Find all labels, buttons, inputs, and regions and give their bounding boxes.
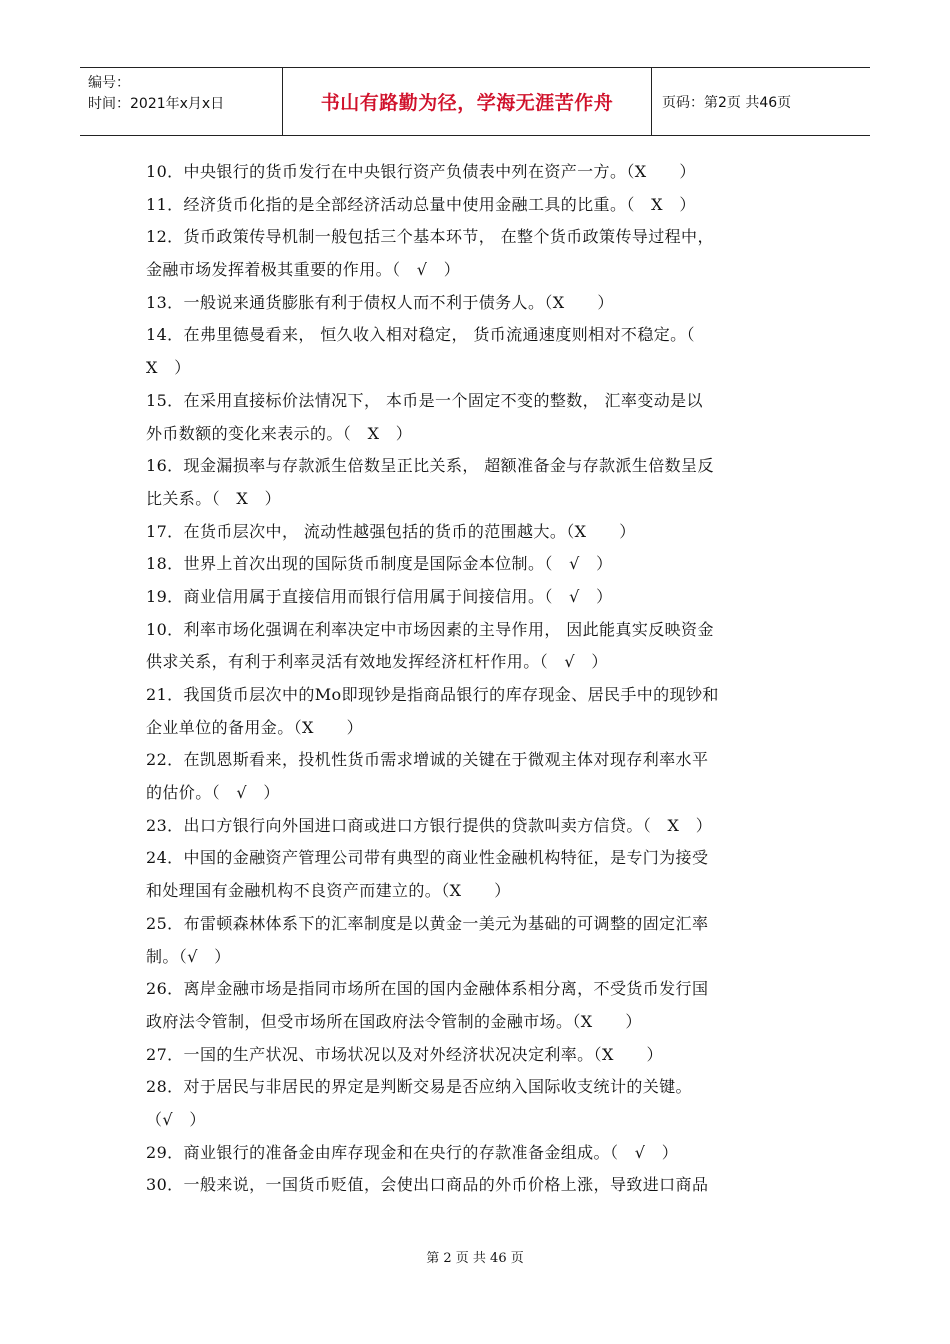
page-footer: 第 2 页 共 46 页 <box>426 1251 524 1266</box>
question-line: 17．在货币层次中， 流动性越强包括的货币的范围越大。（X ） <box>146 521 636 541</box>
question-line: 14．在弗里德曼看来， 恒久收入相对稳定， 货币流通速度则相对不稳定。（ <box>146 325 695 345</box>
question-line: 制。（√ ） <box>146 946 231 966</box>
question-line: X ） <box>146 358 191 378</box>
question-line: 11．经济货币化指的是全部经济活动总量中使用金融工具的比重。（ X ） <box>146 194 696 214</box>
page-header <box>80 67 870 136</box>
question-line: 12．货币政策传导机制一般包括三个基本环节， 在整个货币政策传导过程中， <box>146 227 714 247</box>
document-date: 时间：2021年x月x日 <box>88 96 225 112</box>
question-line: （√ ） <box>146 1109 206 1129</box>
question-line: 28．对于居民与非居民的界定是判断交易是否应纳入国际收支统计的关键。 <box>146 1077 692 1097</box>
question-line: 19．商业信用属于直接信用而银行信用属于间接信用。（ √ ） <box>146 586 613 606</box>
header-motto: 书山有路勤为径，学海无涯苦作舟 <box>283 68 652 135</box>
question-line: 的估价。（ √ ） <box>146 783 280 803</box>
question-line: 25．布雷顿森林体系下的汇率制度是以黄金一美元为基础的可调整的固定汇率 <box>146 913 709 933</box>
question-line: 供求关系，有利于利率灵活有效地发挥经济杠杆作用。（ √ ） <box>146 652 608 672</box>
question-list <box>146 156 814 1202</box>
question-line: 企业单位的备用金。（X ） <box>146 717 363 737</box>
question-line: 10．利率市场化强调在利率决定中市场因素的主导作用， 因此能真实反映资金 <box>146 619 714 639</box>
question-line: 金融市场发挥着极其重要的作用。（ √ ） <box>146 260 461 280</box>
question-line: 外币数额的变化来表示的。（ X ） <box>146 423 413 443</box>
question-line: 30．一般来说，一国货币贬值，会使出口商品的外币价格上涨，导致进口商品 <box>146 1175 709 1195</box>
header-meta <box>80 68 283 135</box>
question-line: 27．一国的生产状况、市场状况以及对外经济状况决定利率。（X ） <box>146 1044 663 1064</box>
document-number-label: 编号： <box>88 75 130 91</box>
header-page-info: 页码：第2页 共46页 <box>662 94 792 111</box>
question-line: 10．中央银行的货币发行在中央银行资产负债表中列在资产一方。（X ） <box>146 162 696 181</box>
question-line: 比关系。（ X ） <box>146 488 281 508</box>
question-line: 26．离岸金融市场是指同市场所在国的国内金融体系相分离，不受货币发行国 <box>146 979 709 999</box>
question-line: 22．在凯恩斯看来，投机性货币需求增诚的关键在于微观主体对现存利率水平 <box>146 750 709 770</box>
question-line: 政府法令管制，但受市场所在国政府法令管制的金融市场。（X ） <box>146 1011 642 1031</box>
question-line: 15．在采用直接标价法情况下， 本币是一个固定不变的整数， 汇率变动是以 <box>146 390 703 410</box>
question-line: 13．一般说来通货膨胀有利于债权人而不利于债务人。（X ） <box>146 292 614 312</box>
question-line: 29．商业银行的准备金由库存现金和在央行的存款准备金组成。（ √ ） <box>146 1142 679 1162</box>
question-line: 21．我国货币层次中的Mo即现钞是指商品银行的库存现金、居民手中的现钞和 <box>146 685 719 704</box>
question-line: 和处理国有金融机构不良资产而建立的。（X ） <box>146 881 511 901</box>
question-line: 16．现金漏损率与存款派生倍数呈正比关系， 超额准备金与存款派生倍数呈反 <box>146 456 714 476</box>
question-line: 24．中国的金融资产管理公司带有典型的商业性金融机构特征，是专门为接受 <box>146 848 709 868</box>
question-line: 23．出口方银行向外国进口商或进口方银行提供的贷款叫卖方信贷。（ X ） <box>146 815 713 835</box>
question-line: 18．世界上首次出现的国际货币制度是国际金本位制。（ √ ） <box>146 554 613 574</box>
